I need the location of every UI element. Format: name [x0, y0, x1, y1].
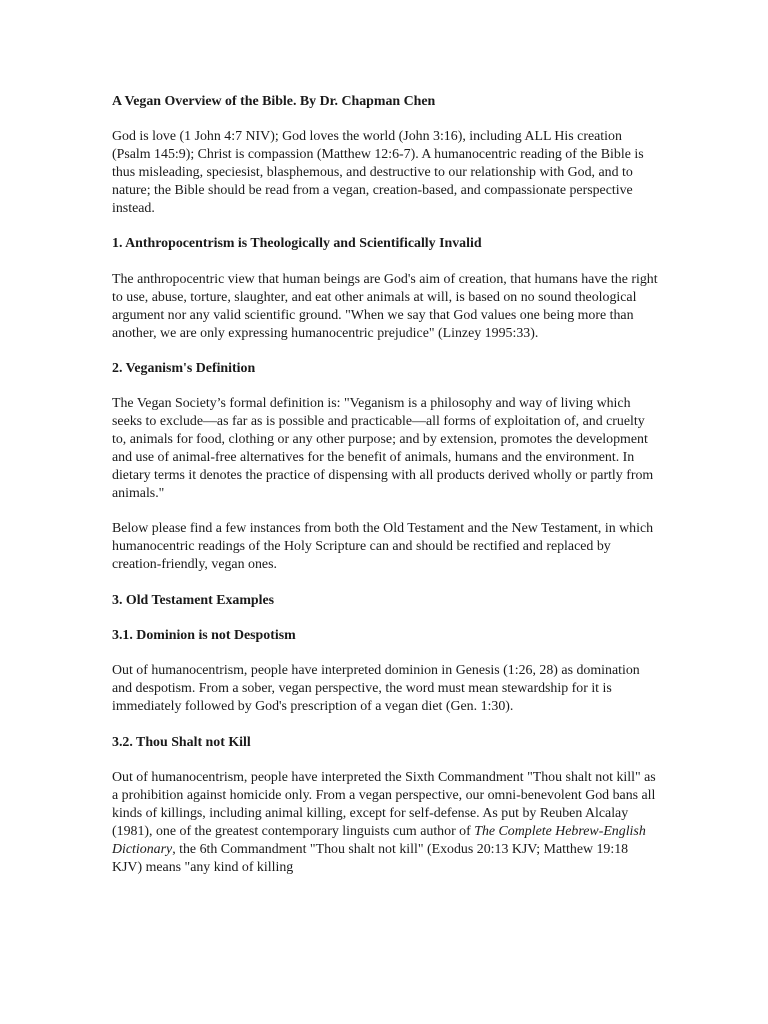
section-2-paragraph-2: Below please find a few instances from both the Old Testament and the New Testament, in which humanocentric readings of the Holy Scripture can and should be rectified and replaced by creation-friendly, vegan ones.	[112, 521, 654, 573]
section-3-2-text-part-2: , the 6th Commandment "Thou shalt not kill" (Exodus 20:13 KJV; Matthew 19:18 KJV) means "any kind of killing	[112, 841, 629, 875]
section-2-heading: 2. Veganism's Definition	[112, 360, 256, 376]
book-title: The Complete Hebrew-English Dictionary	[112, 823, 646, 857]
section-2-paragraph: The Vegan Society’s formal definition is: "Veganism is a philosophy and way of living which seeks to exclude—as far as is possible and practicable—all forms of exploitation of, and cruelty to, animals for food, clothing or any other purpose; and by extension, promotes the development and use of animal-free alternatives for the benefit of animals, humans and the environment. In dietary terms it denotes the practice of dispensing with all products derived wholly or partly from animals."	[112, 396, 654, 501]
document-body	[112, 93, 660, 894]
section-3-2-heading: 3.2. Thou Shalt not Kill	[112, 734, 251, 750]
section-3-1-heading: 3.1. Dominion is not Despotism	[112, 627, 296, 643]
section-3-2-text-part-1: Out of humanocentrism, people have interpreted the Sixth Commandment "Thou shalt not kill" as a prohibition against homicide only. From a vegan perspective, our omni-benevolent God bans all kinds of killings, including animal killing, except for self-defense. As put by Reuben Alcalay (1981), one of the greatest contemporary linguists cum author of	[112, 769, 656, 839]
intro-paragraph: God is love (1 John 4:7 NIV); God loves the world (John 3:16), including ALL His creation (Psalm 145:9); Christ is compassion (Matthew 12:6-7). A humanocentric reading of the Bible is thus misleading, speciesist, blasphemous, and destructive to our relationship with God, and to nature; the Bible should be read from a vegan, creation-based, and compassionate perspective instead.	[112, 129, 644, 217]
section-1-heading: 1. Anthropocentrism is Theologically and Scientifically Invalid	[112, 236, 482, 252]
section-3-1-paragraph: Out of humanocentrism, people have interpreted dominion in Genesis (1:26, 28) as domination and despotism. From a sober, vegan perspective, the word must mean stewardship for it is immediately followed by God's prescription of a vegan diet (Gen. 1:30).	[112, 663, 640, 715]
document-title: A Vegan Overview of the Bible. By Dr. Chapman Chen	[112, 94, 436, 109]
section-1-paragraph: The anthropocentric view that human beings are God's aim of creation, that humans have the right to use, abuse, torture, slaughter, and eat other animals at will, is based on no sound theological argument nor any valid scientific ground. "When we say that God values one being more than another, we are only expressing humanocentric prejudice" (Linzey 1995:33).	[112, 271, 658, 341]
section-3-heading: 3. Old Testament Examples	[112, 592, 275, 608]
section-3-2-paragraph	[112, 769, 660, 876]
